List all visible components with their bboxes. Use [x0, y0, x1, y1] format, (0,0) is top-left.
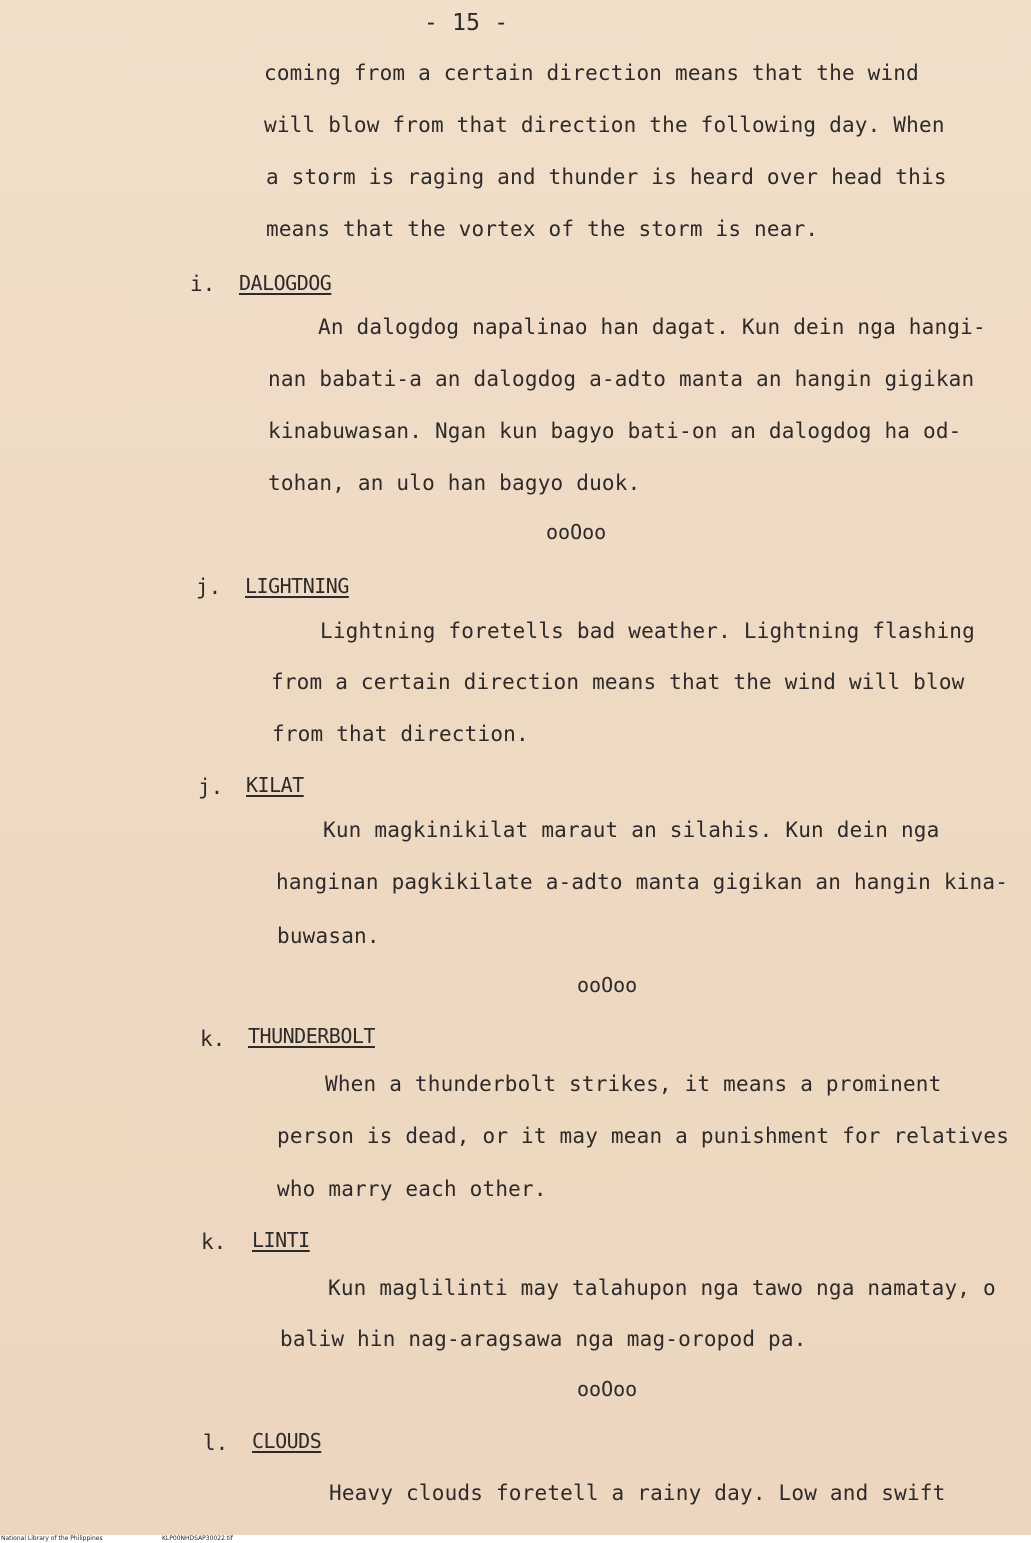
paragraph-line: An dalogdog napalinao han dagat. Kun dein nga hangi-: [318, 315, 986, 339]
section-divider: ooOoo: [577, 973, 638, 997]
paragraph-line: who marry each other.: [277, 1177, 547, 1201]
paragraph-line: Kun magkinikilat maraut an silahis. Kun dein nga: [323, 818, 940, 842]
section-title: DALOGDOG: [239, 271, 332, 295]
section-title: KILAT: [246, 773, 304, 797]
section-title: CLOUDS: [252, 1429, 322, 1453]
intro-line: means that the vortex of the storm is near.: [266, 217, 819, 241]
paragraph-line: from a certain direction means that the wind will blow: [271, 670, 965, 694]
paragraph-line: hanginan pagkikilate a-adto manta gigikan an hangin kina-: [276, 870, 1009, 894]
page-number: - 15 -: [424, 10, 509, 36]
paragraph-line: When a thunderbolt strikes, it means a prominent: [325, 1072, 942, 1096]
paragraph-line: from that direction.: [272, 722, 529, 746]
paragraph-line: tohan, an ulo han bagyo duok.: [268, 471, 641, 495]
section-letter: l.: [203, 1431, 229, 1455]
paragraph-line: buwasan.: [277, 924, 380, 948]
intro-line: a storm is raging and thunder is heard over head this: [266, 165, 947, 189]
section-letter: k.: [200, 1027, 226, 1051]
intro-line: coming from a certain direction means that the wind: [264, 61, 919, 85]
section-letter: k.: [201, 1230, 227, 1254]
footer-library: National Library of the Philippines: [1, 1535, 103, 1542]
paragraph-line: nan babati-a an dalogdog a-adto manta an hangin gigikan: [268, 367, 975, 391]
section-letter: j.: [196, 575, 222, 599]
paragraph-line: Lightning foretells bad weather. Lightning flashing: [320, 619, 975, 643]
section-divider: ooOoo: [577, 1377, 638, 1401]
scan-footer: [0, 1535, 1031, 1543]
section-title: THUNDERBOLT: [248, 1024, 375, 1048]
footer-filename: KLP00NHDSAP30022.tif: [162, 1535, 233, 1542]
section-title: LIGHTNING: [245, 574, 349, 598]
section-divider: ooOoo: [546, 520, 607, 544]
paragraph-line: Heavy clouds foretell a rainy day. Low and swift: [329, 1481, 946, 1505]
intro-line: will blow from that direction the following day. When: [264, 113, 945, 137]
paragraph-line: person is dead, or it may mean a punishment for relatives: [277, 1124, 1010, 1148]
section-letter: j.: [198, 775, 224, 799]
paragraph-line: kinabuwasan. Ngan kun bagyo bati-on an dalogdog ha od-: [268, 419, 962, 443]
section-letter: i.: [190, 272, 216, 296]
section-title: LINTI: [252, 1228, 310, 1252]
paragraph-line: baliw hin nag-aragsawa nga mag-oropod pa.: [280, 1327, 807, 1351]
paragraph-line: Kun maglilinti may talahupon nga tawo nga namatay, o: [328, 1276, 996, 1300]
